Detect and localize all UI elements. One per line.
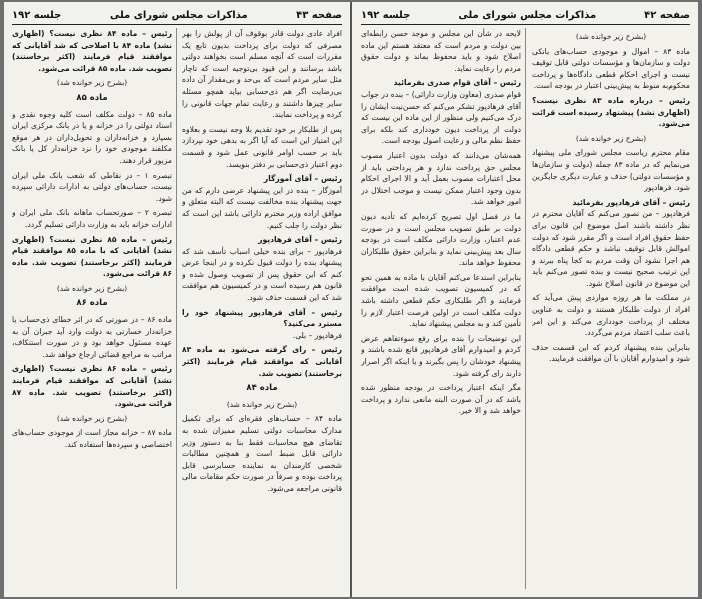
right-page	[353, 2, 698, 597]
text-column-right	[532, 28, 690, 591]
reading-note: (بشرح زیر خوانده شد)	[575, 32, 647, 41]
left-page	[4, 2, 352, 597]
page-header	[12, 6, 342, 25]
article-heading: ماده ۸۵	[76, 92, 108, 103]
paragraph: لایحه در شأن این مجلس و موجد حسن رابطه‌ای بین دولت و مردم است که معتقد هستم این ماده اصلاح شود و باید محفوظ بماند و دولت حقوق مردم را رعایت نماید.	[361, 29, 521, 73]
paragraph: تبصره ۱ – در نقاطی که شعب بانک ملی ایران نیست، حساب‌های دولتی به ادارات دارائی سپرده شود.	[12, 170, 172, 203]
document-spread	[4, 2, 698, 597]
paragraph: ماده ۸۳ – اموال و موجودی حساب‌های بانکی دولت و سازمان‌ها و مؤسسات دولتی قابل توقیف نیست و اجرای احکام قطعی دادگاه‌ها و پرداخت محکوم‌به منوط به پیش‌بینی اعتبار در بودجه است.	[532, 46, 690, 91]
reading-note: (بشرح زیر خوانده شد)	[226, 399, 298, 409]
speaker-line: رئیس – ماده ۸۴ نظری نیست؟ (اظهاری نشد) ماده ۸۴ با اصلاحی که شد آقایانی که موافقند قیام فرمایند (اکثر برخاستند) تصویب شد. ماده ۸۵ قرائت می‌شود.	[12, 29, 172, 73]
paragraph: فرهادپور – برای بنده خیلی اسباب تأسف شد که پیشنهاد بنده را دولت قبول نکرده و در اینجا عرض کنم که این حقوق پس از تصویب وصول شده و قانون هم رسیده است و در کمیسیون هم موافقت شد که این قسمت حذف شود.	[182, 246, 342, 303]
text-column-right	[182, 28, 342, 591]
speaker-line: رئیس – ماده ۸۶ نظری نیست؟ (اظهاری نشد) آقایانی که موافقند قیام فرمایند (اکثر برخاستند) تصویب شد. ماده ۸۷ قرائت می‌شود.	[12, 364, 172, 409]
article-heading: ماده ۸۶	[76, 298, 108, 309]
speaker-line: رئیس – آقای فرهادپور	[258, 235, 342, 245]
paragraph: افراد عادی دولت قادر بوقوف آن از پولش را بهر مصرفی که دولت برای پرداخت بدیون تابع یک مقررات است که آنچه مسلم است بخواهند دولتی باشد برسانند و این قیود بی‌توجیه است که تاچار مثل سایر مردم است که بی‌حد و بی‌مقدار آن داده بی‌رضایت اگر هم ذی‌حسابی بیاید همچو مسئله سایر چیزها داشتند و رعایت تمام جهات قانونی را کرده و پرداخت نمایند.	[182, 29, 342, 120]
speaker-line: رئیس – آقای آموزگار	[263, 174, 342, 184]
reading-note: (بشرح زیر خوانده شد)	[56, 283, 128, 293]
speaker-line: رئیس – درباره ماده ۸۳ نظری نیست؟ (اظهاری نشد) پیشنهاد رسیده است قرائت می‌شود.	[532, 95, 690, 129]
article-heading: ماده ۸۴	[246, 383, 278, 394]
page-number: صفحه ۴۳	[296, 9, 342, 21]
paragraph: مگر اینکه اعتبار پرداخت در بودجه منظور شده باشد که در آن صورت البته مانعی ندارد و پرداخت خواهد شد و الا خیر.	[361, 383, 521, 416]
speaker-line: رئیس – رای گرفته می‌شود به ماده ۸۳ آقایانی که موافقند قیام فرمایند (اکثر برخاستند) تصویب شد.	[182, 345, 342, 378]
reading-note: (بشرح زیر خوانده شد)	[56, 413, 128, 423]
paragraph: ما در فصل اول تصریح کرده‌ایم که تأدیه دیون دولت بر طبق تصویب مجلس است و در صورت عدم اعتبار، وزارت دارائی مکلف است در بودجه سال بعد پیش‌بینی نماید و بنابراین حقوق طلبکاران محفوظ خواهد ماند.	[361, 211, 521, 268]
paragraph: آموزگار – بنده در این پیشنهاد عرضی دارم که من جهت پیشنهاد بنده مخالفت نیست که البته متعلق و موافق اراده وزیر محترم دارائی باشد این است که نظر دولت را جلب کنیم.	[182, 185, 342, 230]
paragraph: بنابراین بنده پیشنهاد کردم که این قسمت حذف شود و امیدوارم آقایان با آن موافقت فرمایند.	[532, 342, 690, 364]
reading-note: (بشرح زیر خوانده شد)	[56, 78, 128, 88]
page-header	[361, 6, 690, 25]
session-label: جلسه ۱۹۲	[361, 9, 411, 21]
paragraph: فرهادپور – بلی.	[292, 330, 342, 340]
paragraph: مقام محترم ریاست مجلس شورای ملی پیشنهاد می‌نمایم که در ماده ۸۳ جمله (دولت و سازمان‌ها و مؤسسات دولتی) حذف و عبارت دیگری جایگزین شود. فرهادپور	[532, 148, 690, 193]
speaker-line: رئیس – آقای فرهادپور پیشنهاد خود را مسترد می‌کنید؟	[182, 307, 342, 329]
paragraph: فرهادپور – من تصور می‌کنم که آقایان محترم در نظر داشته باشند اصل موضوع این قانون برای حفظ حقوق افراد است و اگر مقرر شود که دولت اموالش قابل توقیف نباشد و حکم قطعی دادگاه هم اجرا نشود آن وقت مردم به کجا پناه ببرند و این ترتیب صحیح نیست و بنده تصور می‌کنم باید این موضوع در قانون اصلاح شود.	[532, 209, 690, 288]
paragraph: این توضیحات را بنده برای رفع سوءتفاهم عرض کردم و امیدوارم آقای فرهادپور قانع شده باشند و پیشنهاد خودشان را پس بگیرند و یا اینکه اگر اصرار دارند رای گرفته شود.	[361, 333, 521, 378]
paragraph: قوام صدری (معاون وزارت دارائی) – بنده در جواب آقای فرهادپور تشکر می‌کنم که حسن‌نیت ایشان را درک می‌کنیم ولی منظور از این ماده این نیست که دولت از پرداخت دیون خودداری کند بلکه برای حفظ نظم مالی و رعایت اصول بودجه است.	[361, 89, 521, 146]
paragraph: پس از طلبکار بر خود تقدیم بلا وجه نیست و بعلاوه این امتیاز این است که آیا اگر به بدهی خود نپردازد باید بر حسب اوامر قانونی عمل شود و قسمت دوم اعتبار ذی‌حسابی بر دفتر بنویسد.	[182, 124, 342, 169]
paragraph: ماده ۸۶ – در صورتی که در اثر خطای ذی‌حساب یا خزانه‌دار خسارتی به دولت وارد آید جبران آن به عهده مسئول خواهد بود و در صورت استنکاف، مراتب به مراجع قضائی ارجاع خواهد شد.	[12, 315, 172, 359]
paragraph: ماده ۸۵ – دولت مکلف است کلیه وجوه نقدی و اسناد دولتی را در خزانه و یا در بانک مرکزی ایران بسپارد و خزانه‌داران و تحویل‌داران در هر موقع مکلفند موجودی خود را نزد خزانه‌دار کل یا بانک مزبور قرار دهند.	[12, 109, 172, 165]
publication-title: مذاکرات مجلس شورای ملی	[458, 9, 597, 21]
text-column-left	[12, 28, 172, 591]
reading-note: (بشرح زیر خوانده شد)	[575, 133, 647, 143]
page-number: صفحه ۴۲	[644, 9, 690, 21]
paragraph: تبصره ۲ – صورتحساب ماهانه بانک ملی ایران و ادارات خزانه باید به وزارت دارائی تسلیم گردد.	[12, 208, 172, 229]
speaker-line: رئیس – ماده ۸۵ نظری نیست؟ (اظهاری نشد) آقایانی که با ماده ۸۵ موافقند قیام فرمایند (اکثر برخاستند) تصویب شد. ماده ۸۶ قرائت می‌شود.	[12, 234, 172, 279]
session-label: جلسه ۱۹۲	[12, 9, 62, 21]
column-divider	[176, 28, 177, 589]
paragraph: در مملکت ما هر روزه مواردی پیش می‌آید که افراد از دولت طلبکار هستند و دولت به عناوین مختلف از پرداخت خودداری می‌کند و این امر باعث سلب اعتماد مردم می‌گردد.	[532, 293, 690, 338]
paragraph: همه‌شان می‌دانند که دولت بدون اعتبار مصوب مجلس حق پرداخت ندارد و هر پرداختی باید از محل اعتبارات مصوب بعمل آید و الا اجرای احکام بدون وجود اعتبار ممکن نیست و موجب اختلال در امور خواهد شد.	[361, 150, 521, 207]
paragraph: ماده ۸۴ – حساب‌های فقره‌ای که برای تکمیل مدارک محاسبات دولتی تسلیم ممیزان شده به تقاضای هیچ محاسبات فقط بنا به دستور وزیر دارائی قابل ضبط است و همچنین مطالبات شخصی کارمندان به نماینده حسابرسی قابل پرداخت بوده و صرفاً در صورت حکم مقامات مالی قانونی مراجعه می‌شود.	[182, 414, 342, 493]
speaker-line: رئیس – آقای فرهادپور بفرمائید	[572, 197, 690, 207]
speaker-line: رئیس – آقای قوام صدری بفرمائید	[393, 78, 521, 88]
paragraph: بنابراین استدعا می‌کنم آقایان با ماده به همین نحو که در کمیسیون تصویب شده است موافقت فرمایند و اگر طلبکاری حکم قطعی داشته باشد دولت مکلف است در اولین فرصت اعتبار لازم را تأمین کند و به مجلس پیشنهاد نماید.	[361, 272, 521, 329]
text-column-left	[361, 28, 521, 591]
column-divider	[525, 28, 526, 589]
publication-title: مذاکرات مجلس شورای ملی	[109, 9, 248, 21]
paragraph: ماده ۸۷ – خزانه مجاز است از موجودی حساب‌های اختصاصی و سپرده‌ها استفاده کند.	[12, 428, 172, 449]
